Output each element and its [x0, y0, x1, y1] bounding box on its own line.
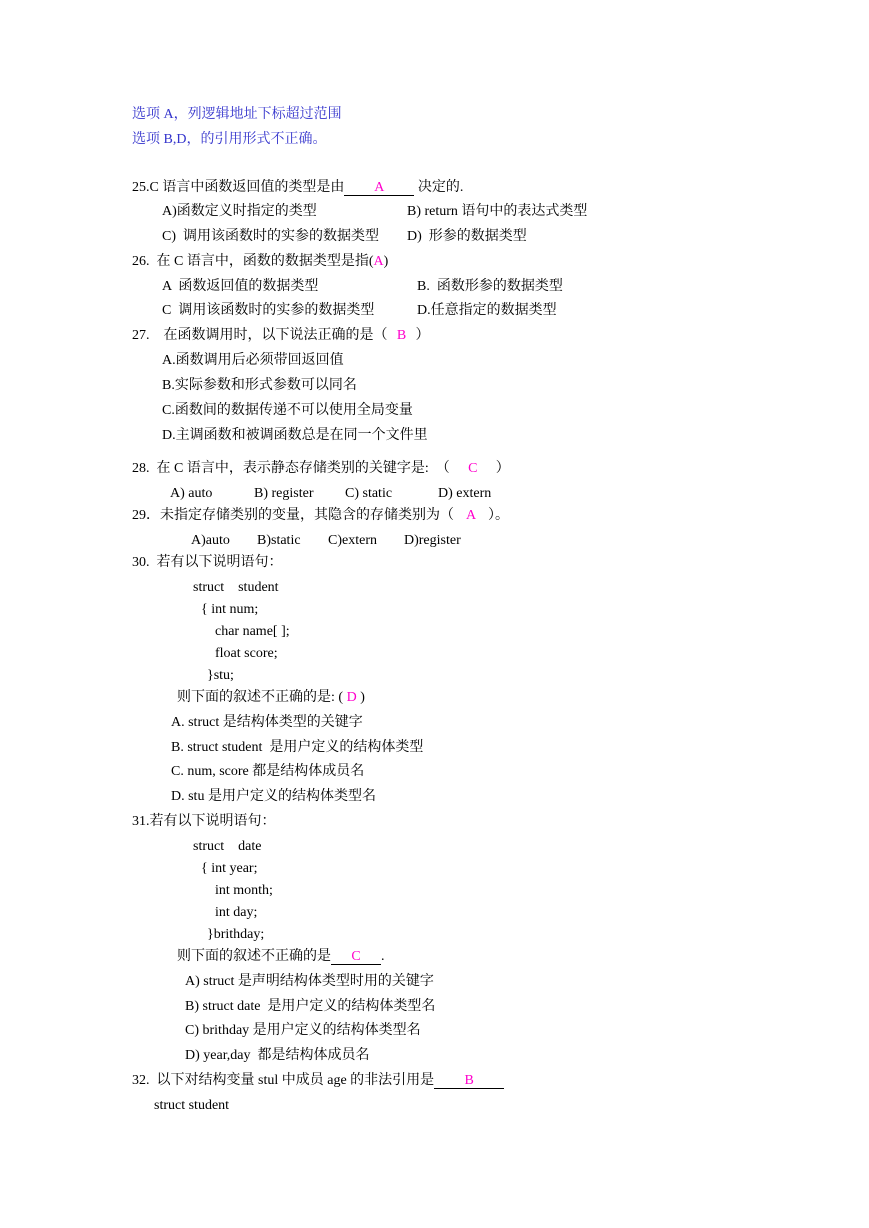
question-29	[132, 507, 509, 524]
option-d: D) 形参的数据类型	[407, 229, 527, 244]
code-line: int day;	[215, 905, 258, 920]
prompt-text: 则下面的叙述不正确的是: (	[177, 690, 344, 705]
note-line-2: 选项 B,D，的引用形式不正确。	[132, 132, 327, 147]
question-26	[132, 253, 388, 270]
answer-mark: A	[465, 508, 477, 523]
code-line: { int num;	[201, 602, 259, 617]
answer-mark: D	[346, 690, 357, 705]
answer-mark: A	[373, 254, 384, 269]
question-stem: 27. 在函数调用时，以下说法正确的是（	[132, 328, 388, 343]
code-line: struct student	[193, 580, 279, 595]
answer-blank: B	[434, 1073, 504, 1089]
option-b: B)static	[257, 533, 301, 548]
question-tail: ）	[495, 461, 510, 476]
prompt-text: 则下面的叙述不正确的是	[177, 949, 331, 964]
code-line: int month;	[215, 883, 273, 898]
question-stem: 26. 在 C 语言中，函数的数据类型是指(	[132, 254, 374, 269]
question-stem: 32. 以下对结构变量 stul 中成员 age 的非法引用是	[132, 1073, 435, 1088]
option-a: A.函数调用后必须带回返回值	[162, 353, 344, 368]
question-prompt	[177, 689, 365, 706]
question-31: 31.若有以下说明语句：	[132, 814, 276, 829]
option-b: B) return 语句中的表达式类型	[407, 204, 588, 219]
question-tail: ）。	[488, 508, 509, 523]
option-d: D.主调函数和被调函数总是在同一个文件里	[162, 428, 428, 443]
question-stem: 29．未指定存储类别的变量，其隐含的存储类别为（	[132, 508, 454, 523]
code-line: struct date	[193, 839, 262, 854]
answer-blank: C	[331, 949, 381, 965]
answer-mark: B	[396, 328, 407, 343]
option-c: C. num, score 都是结构体成员名	[171, 764, 365, 779]
question-tail: 决定的.	[414, 180, 464, 195]
option-b: B. struct student 是用户定义的结构体类型	[171, 740, 424, 755]
option-c: C 调用该函数时的实参的数据类型	[162, 303, 375, 318]
option-a: A)函数定义时指定的类型	[162, 204, 317, 219]
option-a: A) struct 是声明结构体类型时用的关键字	[185, 974, 434, 989]
option-d: D) extern	[438, 486, 492, 501]
option-d: D)register	[404, 533, 461, 548]
option-a: A. struct 是结构体类型的关键字	[171, 715, 363, 730]
option-a: A 函数返回值的数据类型	[162, 279, 319, 294]
code-line: char name[ ];	[215, 624, 290, 639]
question-27	[132, 327, 430, 344]
option-b: B. 函数形参的数据类型	[417, 279, 563, 294]
question-tail: )	[360, 690, 365, 705]
option-d: D.任意指定的数据类型	[417, 303, 557, 318]
question-prompt	[177, 948, 385, 965]
question-28	[132, 460, 510, 477]
option-a: A) auto	[170, 486, 213, 501]
option-c: C) brithday 是用户定义的结构体类型名	[185, 1023, 421, 1038]
answer-blank: A	[344, 180, 414, 196]
option-d: D) year,day 都是结构体成员名	[185, 1048, 370, 1063]
option-c: C) 调用该函数时的实参的数据类型	[162, 229, 379, 244]
option-c: C.函数间的数据传递不可以使用全局变量	[162, 403, 413, 418]
question-tail: )	[383, 254, 389, 269]
option-b: B.实际参数和形式参数可以同名	[162, 378, 357, 393]
answer-mark: C	[468, 461, 478, 476]
question-stem: 28. 在 C 语言中，表示静态存储类别的关键字是: （	[132, 461, 450, 476]
option-c: C) static	[345, 486, 393, 501]
question-tail: ）	[415, 328, 430, 343]
code-line: float score;	[215, 646, 278, 661]
option-a: A)auto	[191, 533, 230, 548]
code-line: }brithday;	[207, 927, 265, 942]
question-stem: 25.C 语言中函数返回值的类型是由	[132, 180, 345, 195]
option-b: B) struct date 是用户定义的结构体类型名	[185, 999, 436, 1014]
option-c: C)extern	[328, 533, 377, 548]
question-25	[132, 179, 463, 196]
code-line: }stu;	[207, 668, 234, 683]
code-line: struct student	[154, 1098, 230, 1113]
code-line: { int year;	[201, 861, 258, 876]
question-32	[132, 1072, 504, 1089]
question-tail: .	[381, 949, 385, 964]
question-30: 30. 若有以下说明语句：	[132, 555, 283, 570]
option-b: B) register	[254, 486, 314, 501]
option-d: D. stu 是用户定义的结构体类型名	[171, 789, 376, 804]
note-line-1: 选项 A，列逻辑地址下标超过范围	[132, 107, 342, 122]
